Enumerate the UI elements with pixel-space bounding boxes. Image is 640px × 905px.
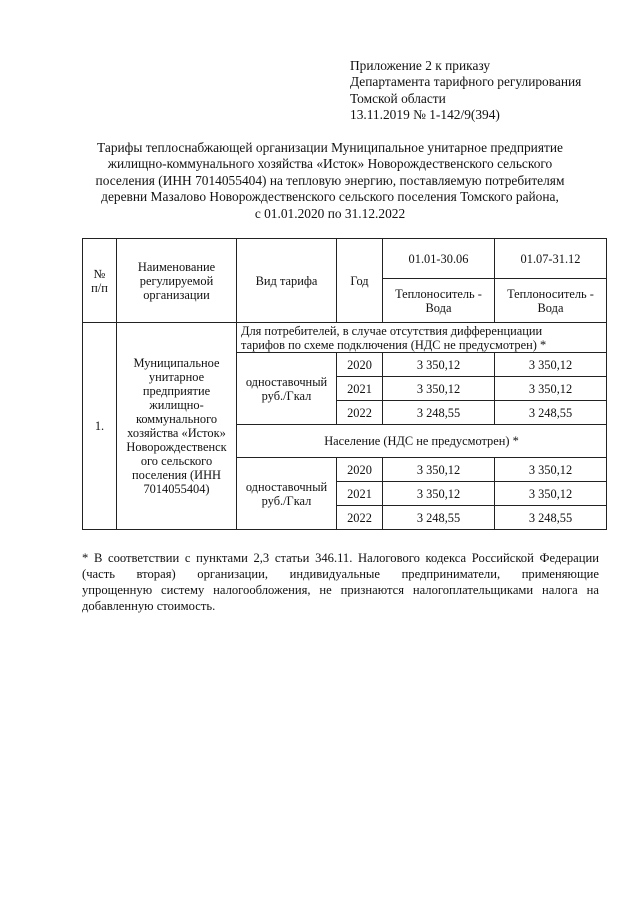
header-organization: Наименование регулируемой организации bbox=[117, 239, 237, 323]
appendix-line: Томской области bbox=[350, 90, 446, 106]
year-cell: 2022 bbox=[337, 401, 383, 425]
value-cell: 3 350,12 bbox=[383, 458, 495, 482]
tariff-table bbox=[82, 238, 607, 530]
footnote-line: * В соответствии с пунктами 2,3 статьи 346.11. Налогового кодекса Российской Федерации bbox=[82, 551, 599, 565]
year-cell: 2022 bbox=[337, 506, 383, 530]
title-period: с 01.01.2020 по 31.12.2022 bbox=[254, 205, 406, 221]
value-cell: 3 248,55 bbox=[495, 401, 607, 425]
value-cell: 3 350,12 bbox=[495, 482, 607, 506]
table-header-row bbox=[83, 239, 607, 279]
header-carrier-1: Теплоноситель - Вода bbox=[383, 279, 495, 323]
section-heading-row bbox=[83, 323, 607, 353]
footnote-line: (часть вторая) организации, индивидуальные предприниматели, применяющие bbox=[82, 567, 599, 581]
footnote-line: упрощенную систему налогообложения, не признаются налогоплательщиками налога на bbox=[82, 583, 599, 597]
value-cell: 3 350,12 bbox=[495, 377, 607, 401]
header-period-1: 01.01-30.06 bbox=[383, 239, 495, 279]
appendix-line: Приложение 2 к приказу bbox=[350, 58, 491, 73]
year-cell: 2020 bbox=[337, 458, 383, 482]
section-heading-population: Население (НДС не предусмотрен) * bbox=[237, 425, 607, 458]
value-cell: 3 248,55 bbox=[383, 506, 495, 530]
value-cell: 3 248,55 bbox=[495, 506, 607, 530]
value-cell: 3 350,12 bbox=[383, 482, 495, 506]
appendix-reference bbox=[350, 58, 610, 124]
section-heading-consumers: Для потребителей, в случае отсутствия дифференциации тарифов по схеме подключения (НДС не предусмотрен) * bbox=[237, 323, 607, 353]
row-number: 1. bbox=[83, 323, 117, 530]
header-period-2: 01.07-31.12 bbox=[495, 239, 607, 279]
header-tariff-type: Вид тарифа bbox=[237, 239, 337, 323]
header-year: Год bbox=[337, 239, 383, 323]
value-cell: 3 248,55 bbox=[383, 401, 495, 425]
value-cell: 3 350,12 bbox=[495, 458, 607, 482]
value-cell: 3 350,12 bbox=[383, 353, 495, 377]
header-carrier-2: Теплоноситель - Вода bbox=[495, 279, 607, 323]
tariff-type-cell: одноставочный руб./Гкал bbox=[237, 458, 337, 530]
document-title bbox=[70, 140, 590, 222]
title-line: поселения (ИНН 7014055404) на тепловую энергию, поставляемую потребителям bbox=[95, 172, 565, 188]
footnote-line: добавленную стоимость. bbox=[82, 599, 216, 613]
year-cell: 2021 bbox=[337, 482, 383, 506]
value-cell: 3 350,12 bbox=[495, 353, 607, 377]
title-line: деревни Мазалово Новорождественского сельского поселения Томского района, bbox=[101, 189, 559, 205]
footnote bbox=[82, 550, 599, 614]
organization-name: Муниципальное унитарное предприятие жилищно- коммунального хозяйства «Исток» Новорождественск ого сельского поселения (ИНН 7014055404) bbox=[117, 323, 237, 530]
tariff-type-cell: одноставочный руб./Гкал bbox=[237, 353, 337, 425]
appendix-order-number: 13.11.2019 № 1-142/9(394) bbox=[350, 107, 500, 123]
value-cell: 3 350,12 bbox=[383, 377, 495, 401]
header-number: № п/п bbox=[83, 239, 117, 323]
title-line: Тарифы теплоснабжающей организации Муниципальное унитарное предприятие bbox=[97, 140, 563, 155]
appendix-line: Департамента тарифного регулирования bbox=[350, 74, 582, 90]
year-cell: 2021 bbox=[337, 377, 383, 401]
title-line: жилищно-коммунального хозяйства «Исток» Новорождественского сельского bbox=[107, 156, 553, 172]
year-cell: 2020 bbox=[337, 353, 383, 377]
